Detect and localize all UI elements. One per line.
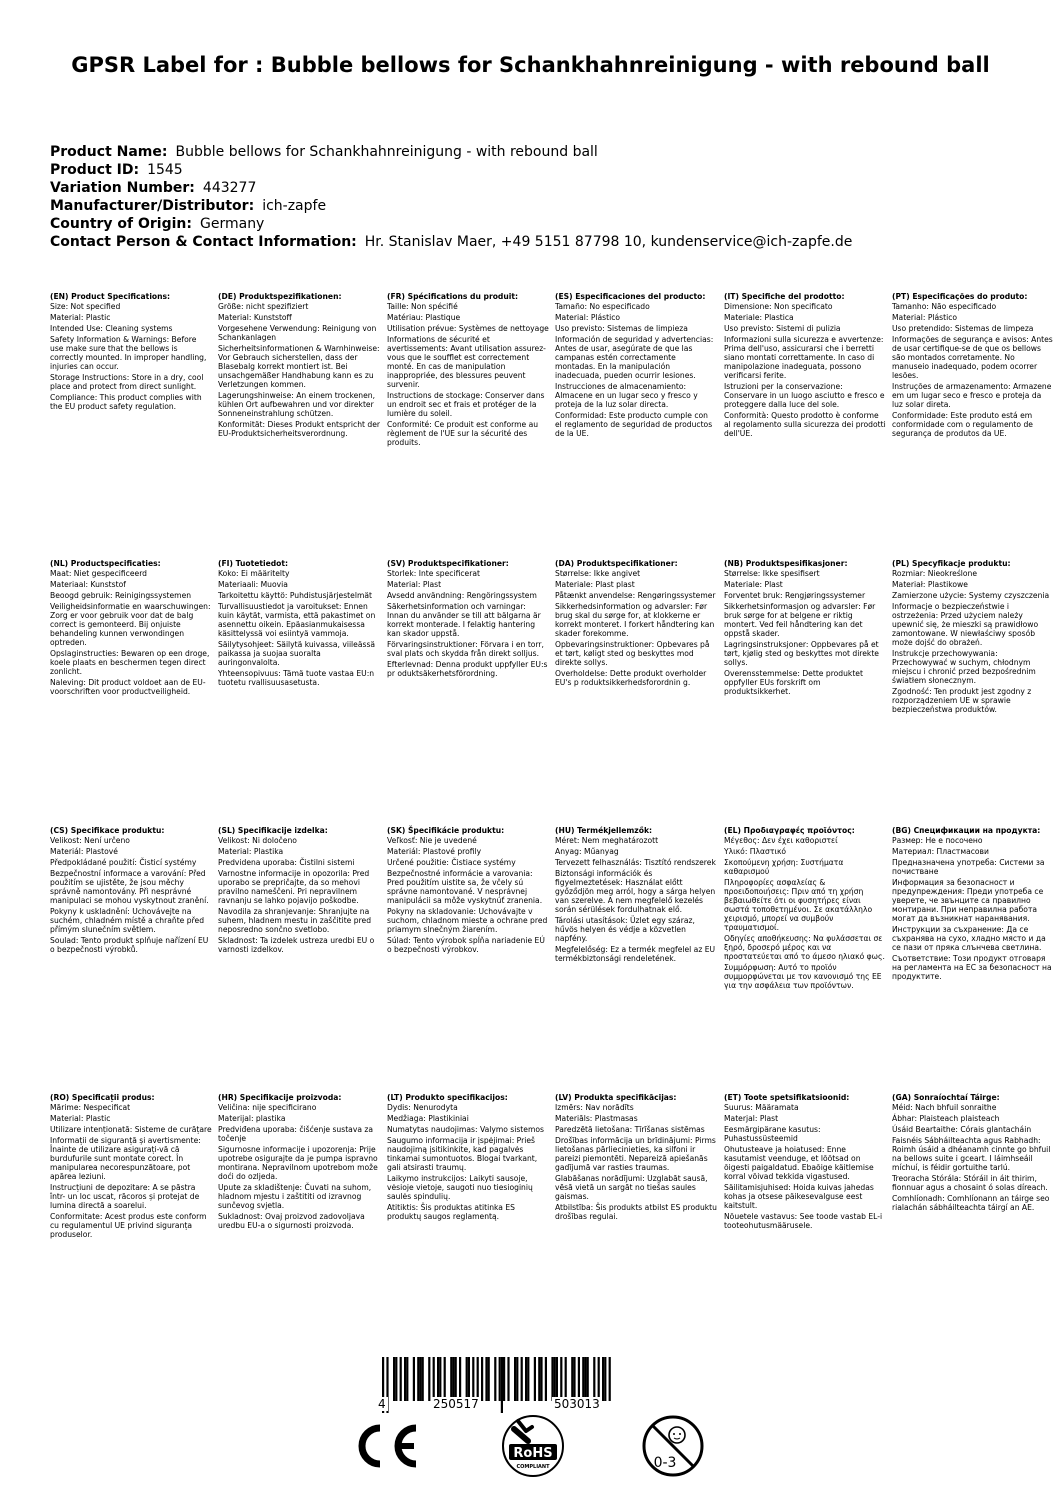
spec-line: Faisnéis Sábháilteachta agus Rabhadh: Roimh úsáid a dhéanamh cinnte go bhfuil na bellows suite i gceart. I láimhseáil míchuí, is féidir gortuithe tarlú. xyxy=(892,1136,1051,1172)
spec-line: Storage Instructions: Store in a dry, cool place and protect from direct sunlight. xyxy=(50,373,204,391)
spec-line: Informații de siguranță și avertismente: Înainte de utilizare asigurați-vă că burdufurile sunt montate corect. În manipularea necorespunzătoare, pot apărea leziuni. xyxy=(50,1136,201,1181)
barcode-bar xyxy=(477,1357,479,1401)
spec-line: Atitiktis: Šis produktas atitinka ES produktų saugos reglamentą. xyxy=(387,1203,515,1221)
spec-line: Lagringsinstruksjoner: Oppbevares på et tørt, kjølig sted og beskyttes mot direkte sollys. xyxy=(724,640,879,667)
spec-line: Opbevaringsinstruktioner: Opbevares på et tørt, køligt sted og beskyttes mod direkte sollys. xyxy=(555,640,710,667)
spec-line: Skladnost: Ta izdelek ustreza uredbi EU o varnosti izdelkov. xyxy=(218,936,375,954)
info-label: Manufacturer/Distributor: xyxy=(50,198,255,214)
spec-line: Größe: nicht spezifiziert xyxy=(218,302,309,311)
spec-line: Utilizare intenționată: Sisteme de curățare xyxy=(50,1125,212,1134)
spec-line: Tarkoitettu käyttö: Puhdistusjärjestelmät xyxy=(218,591,372,600)
spec-line: Eesmärgipärane kasutus: Puhastussüsteemid xyxy=(724,1125,821,1143)
spec-block xyxy=(218,1093,380,1232)
info-value: Germany xyxy=(200,216,265,232)
spec-line: Material: Plast xyxy=(387,580,442,589)
spec-line: Veiligheidsinformatie en waarschuwingen: Zorg er voor gebruik voor dat de balg correct is gemonteerd. Bij onjuiste behandeling kunnen verwondingen optreden. xyxy=(50,602,211,647)
spec-line: Predvidena uporaba: Čistilni sistemi xyxy=(218,858,355,867)
barcode-bar xyxy=(433,1357,435,1401)
info-value: Hr. Stanislav Maer, +49 5151 87798 10, kundenservice@ich-zapfe.de xyxy=(364,234,853,250)
barcode-bar xyxy=(393,1357,395,1401)
rohs-subtext: COMPLIANT xyxy=(516,1464,550,1470)
spec-heading: (EL) Προδιαγραφές προϊόντος: xyxy=(724,826,855,835)
spec-line: Určené použitie: Čistiace systémy xyxy=(387,858,516,867)
barcode-bar xyxy=(534,1357,536,1401)
spec-line: Veličina: nije specificirano xyxy=(218,1103,317,1112)
barcode-bar xyxy=(499,1357,501,1401)
spec-heading: (DE) Produktspezifikationen: xyxy=(218,292,342,301)
spec-line: Pokyny k uskladnění: Uchovávejte na suchém, chladném místě a chraňte před přímým slunečním světlem. xyxy=(50,907,205,934)
barcode-bar xyxy=(507,1357,509,1401)
barcode-bar xyxy=(428,1357,430,1401)
info-product-name xyxy=(50,143,1010,161)
barcode-bar xyxy=(395,1357,397,1401)
barcode-bar xyxy=(450,1357,452,1401)
spec-line: Sikkerhedsinformation og advarsler: Før brug skal du sørge for, at klokkerne er korrekt monteret. I forkert håndtering kan skader forekomme. xyxy=(555,602,715,638)
spec-line: Materiál: Plastové profily xyxy=(387,847,482,856)
spec-line: Förvaringsinstruktioner: Förvara i en torr, sval plats och skydda från direkt solljus. xyxy=(387,640,544,658)
spec-line: Velikost: Není určeno xyxy=(50,836,130,845)
spec-block xyxy=(387,559,549,680)
spec-line: Conformidad: Este producto cumple con el reglamento de seguridad de productos de la UE. xyxy=(555,411,713,438)
spec-line: Material: Plastika xyxy=(218,847,284,856)
spec-line: Størrelse: Ikke spesifisert xyxy=(724,569,820,578)
spec-line: Súlad: Tento výrobok spĺňa nariadenie EÚ o bezpečnosti výrobkov. xyxy=(387,936,545,954)
spec-line: Veľkosť: Nie je uvedené xyxy=(387,836,477,845)
barcode-bar xyxy=(472,1357,474,1401)
barcode-bar xyxy=(598,1357,600,1401)
spec-line: Instrukcje przechowywania: Przechowywać w suchym, chłodnym miejscu i chronić przed bezpośrednim światłem słonecznym. xyxy=(892,649,1036,685)
spec-line: Rozmiar: Nieokreślone xyxy=(892,569,978,578)
spec-line: Σκοπούμενη χρήση: Συστήματα καθαρισμού xyxy=(724,858,844,876)
spec-line: Materiaali: Muovia xyxy=(218,580,288,589)
spec-line: Tárolási utasítások: Üzlet egy száraz, hűvös helyen és védje a közvetlen napfény. xyxy=(555,916,695,943)
spec-line: Uso previsto: Sistemas de limpieza xyxy=(555,324,688,333)
spec-line: Koko: Ei määritelty xyxy=(218,569,290,578)
spec-line: Størrelse: Ikke angivet xyxy=(555,569,641,578)
spec-heading: (FI) Tuotetiedot: xyxy=(218,559,289,568)
barcode-bar xyxy=(516,1357,518,1401)
info-value: 1545 xyxy=(147,162,183,178)
info-value: ich-zapfe xyxy=(262,198,327,214)
spec-line: Numatytas naudojimas: Valymo sistemos xyxy=(387,1125,544,1134)
spec-heading: (BG) Спецификации на продукта: xyxy=(892,826,1041,835)
info-label: Country of Origin: xyxy=(50,216,192,232)
spec-line: Materijal: plastika xyxy=(218,1114,286,1123)
spec-line: Varnostne informacije in opozorila: Pred uporabo se prepričajte, da so mehovi pravilno nameščeni. Pri nepravilnem ravnanju se lahko pojavijo poškodbe. xyxy=(218,869,370,905)
spec-line: Информация за безопасност и предупреждения: Преди употреба се уверете, че звънците са правилно монтирани. При неправилна работа могат да възникнат наранявания. xyxy=(892,878,1044,923)
spec-line: Sukladnost: Ovaj proizvod zadovoljava uredbu EU-a o sigurnosti proizvoda. xyxy=(218,1212,365,1230)
spec-line: Materjal: Plast xyxy=(724,1114,779,1123)
spec-block xyxy=(892,559,1054,716)
barcode-bar xyxy=(501,1357,503,1413)
spec-line: Informazioni sulla sicurezza e avvertenze: Prima dell'uso, assicurarsi che i berretti siano montati correttamente. In caso di manipolazione inadeguata, possono verificarsi ferite. xyxy=(724,335,884,380)
spec-block xyxy=(218,292,380,440)
barcode-bar xyxy=(404,1357,406,1401)
spec-block xyxy=(555,826,717,965)
spec-block xyxy=(555,559,717,689)
barcode-bar xyxy=(578,1357,580,1401)
spec-block xyxy=(387,826,549,956)
spec-line: Informations de sécurité et avertissements: Avant utilisation assurez-vous que le soufflet est correctement monté. En cas de manipulation inappropriée, des blessures peuvent survenir. xyxy=(387,335,546,389)
spec-line: Size: Not specified xyxy=(50,302,121,311)
spec-line: Saugumo informacija ir įspėjimai: Prieš naudojimą įsitikinkite, kad pagalvės tinkamai sumontuotos. Blogai tvarkant, gali atsirasti traumų. xyxy=(387,1136,538,1172)
spec-line: Materiale: Plastica xyxy=(724,313,794,322)
spec-line: Turvallisuustiedot ja varoitukset: Ennen kuin käytät, varmista, että pakastimet on asennettu oikein. Epäasianmukaisessa käsittelyssä voi esiintyä vammoja. xyxy=(218,602,376,638)
info-product-id xyxy=(50,161,1010,179)
spec-block xyxy=(50,292,212,413)
barcode-bar xyxy=(584,1357,586,1401)
spec-line: Инструкции за съхранение: Да се съхранява на сухо, хладно място и да се пази от пряка слънчева светлина. xyxy=(892,925,1046,952)
barcode-bar xyxy=(503,1357,505,1401)
spec-line: Materiał: Plastikowe xyxy=(892,580,968,589)
spec-line: Uso pretendido: Sistemas de limpeza xyxy=(892,324,1034,333)
spec-line: Paredzētā lietošana: Tīrīšanas sistēmas xyxy=(555,1125,705,1134)
barcode-bar xyxy=(609,1357,611,1401)
spec-line: Συμμόρφωση: Αυτό το προϊόν συμμορφώνεται με τον κανονισμό της ΕΕ για την ασφάλεια των προϊόντων. xyxy=(724,963,882,990)
spec-line: Instructions de stockage: Conserver dans un endroit sec et frais et protéger de la lumière du soleil. xyxy=(387,391,545,418)
spec-line: Conformità: Questo prodotto è conforme al regolamento sulla sicurezza dei prodotti dell'UE. xyxy=(724,411,886,438)
barcode-bar xyxy=(455,1357,457,1401)
spec-line: Compliance: This product complies with the EU product safety regulation. xyxy=(50,393,202,411)
spec-line: Zamierzone użycie: Systemy czyszczenia xyxy=(892,591,1050,600)
barcode-bar xyxy=(573,1357,575,1401)
spec-line: Materiale: Plast plast xyxy=(555,580,635,589)
spec-heading: (PT) Especificações do produto: xyxy=(892,292,1028,301)
spec-line: Intended Use: Cleaning systems xyxy=(50,324,173,333)
spec-line: Υλικό: Πλαστικό xyxy=(724,847,787,856)
spec-line: Úsáid Beartaithe: Córais glantacháin xyxy=(892,1125,1032,1134)
spec-line: Materiaal: Kunststof xyxy=(50,580,126,589)
spec-block xyxy=(555,1093,717,1223)
barcode-bar xyxy=(452,1357,454,1401)
info-value: 443277 xyxy=(202,180,257,196)
spec-line: Материал: Пластмасови xyxy=(892,847,989,856)
spec-block xyxy=(892,826,1054,983)
spec-heading: (ET) Toote spetsifikatsioonid: xyxy=(724,1093,850,1102)
barcode-bar xyxy=(538,1357,540,1401)
spec-line: Treoracha Stórála: Stóráil in áit thirim, fionnuar agus a chosaint ó solas díreach. xyxy=(892,1174,1048,1192)
barcode-bar xyxy=(545,1357,547,1401)
spec-line: Instrucțiuni de depozitare: A se păstra într- un loc uscat, răcoros și protejat de lumina directă a soarelui. xyxy=(50,1183,200,1210)
barcode-bar xyxy=(554,1357,556,1401)
spec-line: Avsedd användning: Rengöringssystem xyxy=(387,591,537,600)
spec-line: Opslaginstructies: Bewaren op een droge, koele plaats en beschermen tegen direct zonlicht. xyxy=(50,649,210,676)
spec-line: Overensstemmelse: Dette produktet oppfyller EUs forskrift om produktsikkerhet. xyxy=(724,669,863,696)
barcode-bar xyxy=(556,1357,558,1401)
spec-line: Säilytysohjeet: Säilytä kuivassa, viileässä paikassa ja suojaa suoralta auringonvalolta. xyxy=(218,640,376,667)
spec-line: Biztonsági információk és figyelmeztetések: Használat előtt győződjön meg arról, hogy a sárga helyen van szerelve. A nem megfelelő kezelés során sérülések fordulhatnak elő. xyxy=(555,869,716,914)
spec-block xyxy=(387,292,549,449)
spec-line: Upute za skladištenje: Čuvati na suhom, hladnom mjestu i zaštititi od izravnog sunčevog svjetla. xyxy=(218,1183,372,1210)
spec-line: Safety Information & Warnings: Before use make sure that the bellows is correctly mounted. In improper handling, injuries can occur. xyxy=(50,335,207,371)
spec-line: Naleving: Dit product voldoet aan de EU-voorschriften voor productveiligheid. xyxy=(50,678,206,696)
spec-line: Tervezett felhasználás: Tisztító rendszerek xyxy=(555,858,716,867)
spec-heading: (FR) Spécifications du produit: xyxy=(387,292,519,301)
spec-block xyxy=(50,826,212,956)
spec-line: Informações de segurança e avisos: Antes de usar certifique-se de que os bellows são montados corretamente. No manuseio inadequado, podem ocorrer lesões. xyxy=(892,335,1053,380)
spec-line: Izmērs: Nav norādīts xyxy=(555,1103,634,1112)
barcode-bar xyxy=(565,1357,567,1401)
spec-line: Conformité: Ce produit est conforme au règlement de l'UE sur la sécurité des produits. xyxy=(387,420,539,447)
spec-line: Comhlíonadh: Comhlíonann an táirge seo rialachán sábháilteachta táirgí an AE. xyxy=(892,1194,1050,1212)
spec-line: Säkerhetsinformation och varningar: Innan du använder se till att bälgarna är korrekt monterade. I felaktig hantering kan skador uppstå. xyxy=(387,602,541,638)
spec-line: Información de seguridad y advertencias: Antes de usar, asegúrate de que las campanas estén correctamente montadas. En la manipulación inadecuada, pueden ocurrir lesiones. xyxy=(555,335,714,380)
barcode-bar xyxy=(400,1357,402,1401)
spec-block xyxy=(724,1093,886,1232)
spec-line: Tamaño: No especificado xyxy=(555,302,650,311)
spec-line: Drošības informācija un brīdinājumi: Pirms lietošanas pārliecinieties, ka silfoni ir pareizi piemontēti. Nepareizā apiešanās gadījumā var rasties traumas. xyxy=(555,1136,716,1172)
info-label: Product Name: xyxy=(50,144,168,160)
spec-line: Ohutusteave ja hoiatused: Enne kasutamist veenduge, et lõõtsad on õigesti paigaldatud. Ebaõige käitlemise korral võivad tekkida vigastused. xyxy=(724,1145,874,1181)
barcode-bar xyxy=(417,1357,419,1401)
barcode-bar xyxy=(604,1357,606,1401)
spec-line: Οδηγίες αποθήκευσης: Να φυλάσσεται σε ξηρό, δροσερό μέρος και να προστατεύεται από το άμεσο ηλιακό φως. xyxy=(724,934,885,961)
barcode-bar xyxy=(560,1357,562,1401)
spec-heading: (EN) Product Specifications: xyxy=(50,292,171,301)
spec-heading: (NL) Productspecificaties: xyxy=(50,559,161,568)
spec-line: Laikymo instrukcijos: Laikyti sausoje, vėsioje vietoje, saugoti nuo tiesioginių saulės spindulių. xyxy=(387,1174,533,1201)
barcode-digits-right: 503013 xyxy=(554,1397,600,1411)
barcode-bar xyxy=(419,1357,421,1401)
spec-line: Beoogd gebruik: Reinigingssystemen xyxy=(50,591,192,600)
barcode-bar xyxy=(413,1357,415,1401)
barcode-bar xyxy=(481,1357,483,1401)
ce-mark-icon xyxy=(350,1418,422,1474)
barcode-bar xyxy=(444,1357,446,1401)
barcode-digits-left: 250517 xyxy=(433,1397,479,1411)
spec-heading: (RO) Specificații produs: xyxy=(50,1093,155,1102)
spec-line: Yhteensopivuus: Tämä tuote vastaa EU:n tuotetu rvallisuusasetusta. xyxy=(218,669,375,687)
spec-line: Anyag: Műanyag xyxy=(555,847,619,856)
spec-block xyxy=(892,1093,1054,1214)
info-value: Bubble bellows for Schankhahnreinigung - with rebound ball xyxy=(175,144,598,160)
spec-heading: (HR) Specifikacije proizvoda: xyxy=(218,1093,342,1102)
spec-line: Material: Plástico xyxy=(555,313,621,322)
spec-line: Instrucciones de almacenamiento: Almacene en un lugar seco y fresco y proteja de la luz solar directa. xyxy=(555,382,698,409)
info-label: Contact Person & Contact Information: xyxy=(50,234,357,250)
spec-heading: (GA) Sonraíochtaí Táirge: xyxy=(892,1093,1000,1102)
spec-block xyxy=(218,826,380,956)
spec-line: Uso previsto: Sistemi di pulizia xyxy=(724,324,841,333)
spec-line: Vorgesehene Verwendung: Reinigung von Schankanlagen xyxy=(218,324,377,342)
barcode-bar xyxy=(514,1357,516,1401)
spec-line: Dydis: Nenurodyta xyxy=(387,1103,458,1112)
spec-heading: (IT) Specifiche del prodotto: xyxy=(724,292,845,301)
spec-line: Glabāšanas norādījumi: Uzglabāt sausā, vēsā vietā un sargāt no tiešas saules gaismas. xyxy=(555,1174,708,1201)
spec-line: Megfelelőség: Ez a termék megfelel az EU termékbiztonsági rendeletének. xyxy=(555,945,716,963)
spec-line: Predviđena uporaba: čišćenje sustava za točenje xyxy=(218,1125,374,1143)
spec-heading: (DA) Produktspecifikationer: xyxy=(555,559,678,568)
spec-block xyxy=(555,292,717,440)
barcode-bar xyxy=(468,1357,470,1401)
barcode-bar xyxy=(406,1357,408,1401)
spec-line: Material: Kunststoff xyxy=(218,313,292,322)
spec-line: Bezpečnostní informace a varování: Před použitím se ujistěte, že jsou měchy správně namontovány. Při nesprávné manipulaci se mohou vyskytnout zranění. xyxy=(50,869,209,905)
spec-line: Méid: Nach bhfuil sonraithe xyxy=(892,1103,997,1112)
spec-line: Medžiaga: Plastikiniai xyxy=(387,1114,469,1123)
spec-line: Conformitate: Acest produs este conform cu regulamentul UE privind siguranța produselor. xyxy=(50,1212,207,1239)
barcode-bar xyxy=(602,1357,604,1401)
spec-line: Material: Plastic xyxy=(50,1114,111,1123)
spec-line: Istruzioni per la conservazione: Conservare in un luogo asciutto e fresco e proteggere dalla luce del sole. xyxy=(724,382,885,409)
spec-heading: (SV) Produktspecifikationer: xyxy=(387,559,509,568)
spec-line: Предназначена употреба: Системи за почистване xyxy=(892,858,1045,876)
spec-line: Konformität: Dieses Produkt entspricht der EU-Produktsicherheitsverordnung. xyxy=(218,420,381,438)
spec-line: Material: Plástico xyxy=(892,313,958,322)
spec-line: Påtænkt anvendelse: Rengøringssystemer xyxy=(555,591,716,600)
spec-block xyxy=(50,559,212,698)
spec-line: Nõuetele vastavus: See toode vastab EL-i tooteohutusmäärusele. xyxy=(724,1212,883,1230)
barcode-bar xyxy=(551,1357,553,1401)
spec-block xyxy=(218,559,380,689)
spec-block xyxy=(387,1093,549,1223)
spec-line: Storlek: Inte specificerat xyxy=(387,569,480,578)
spec-block xyxy=(724,292,886,440)
info-variation-number xyxy=(50,179,1010,197)
spec-line: Maat: Niet gespecificeerd xyxy=(50,569,147,578)
barcode-bar xyxy=(582,1357,584,1401)
spec-heading: (CS) Specifikace produktu: xyxy=(50,826,165,835)
spec-line: Instruções de armazenamento: Armazene em um lugar seco e fresco e proteja da luz solar direta. xyxy=(892,382,1052,409)
info-country xyxy=(50,215,1010,233)
barcode-bar xyxy=(593,1357,595,1401)
spec-line: Utilisation prévue: Systèmes de nettoyage xyxy=(387,324,549,333)
spec-line: Atbilstība: Šis produkts atbilst ES produktu drošības regulai. xyxy=(555,1203,717,1221)
spec-heading: (SK) Špecifikácie produktu: xyxy=(387,826,505,835)
spec-line: Matériau: Plastique xyxy=(387,313,461,322)
barcode-bar xyxy=(422,1357,424,1401)
spec-heading: (SL) Specifikacije izdelka: xyxy=(218,826,328,835)
spec-line: Forventet bruk: Rengjøringssystemer xyxy=(724,591,866,600)
spec-line: Mărime: Nespecificat xyxy=(50,1103,131,1112)
spec-heading: (HU) Termékjellemzők: xyxy=(555,826,653,835)
spec-block xyxy=(724,559,886,698)
spec-block xyxy=(724,826,886,992)
spec-line: Materiál: Plastové xyxy=(50,847,118,856)
spec-heading: (ES) Especificaciones del producto: xyxy=(555,292,706,301)
spec-line: Méret: Nem meghatározott xyxy=(555,836,659,845)
spec-line: Overholdelse: Dette produkt overholder EU's p roduktsikkerhedsforordnin g. xyxy=(555,669,707,687)
barcode-bar xyxy=(571,1357,573,1401)
barcode-bar xyxy=(459,1357,461,1401)
spec-line: Materiale: Plast xyxy=(724,580,783,589)
rohs-text: RoHS xyxy=(513,1446,553,1461)
info-contact xyxy=(50,233,1010,251)
barcode-bar xyxy=(494,1357,496,1401)
spec-line: Taille: Non spécifié xyxy=(387,302,458,311)
spec-line: Съответствие: Този продукт отговаря на регламента на ЕС за безопасност на продуктите. xyxy=(892,954,1052,981)
spec-line: Informacje o bezpieczeństwie i ostrzeżenia: Przed użyciem należy upewnić się, że mieszki są prawidłowo zamontowane. W niewłaściwy sposób może dojść do obrażeń. xyxy=(892,602,1039,647)
spec-line: Efterlevnad: Denna produkt uppfyller EU:s pr oduktsäkerhetsförordning. xyxy=(387,660,548,678)
barcode-bar xyxy=(466,1357,468,1401)
spec-line: Πληροφορίες ασφαλείας & προειδοποιήσεις: Πριν από τη χρήση βεβαιωθείτε ότι οι φυσητήρες είναι σωστά τοποθετημένοι. Σε ακατάλληλο χειρισμό, μπορεί να συμβούν τραυματισμοί. xyxy=(724,878,873,932)
spec-line: Předpokládané použití: Čisticí systémy xyxy=(50,858,197,867)
spec-line: Velikost: Ni določeno xyxy=(218,836,297,845)
page-title: GPSR Label for : Bubble bellows for Schankhahnreinigung - with rebound ball xyxy=(71,53,990,77)
barcode-bar xyxy=(587,1357,589,1401)
age-text: 0-3 xyxy=(653,1455,677,1471)
spec-heading: (PL) Specyfikacje produktu: xyxy=(892,559,1011,568)
spec-block xyxy=(892,292,1054,440)
barcode-digit-prefix: 4 xyxy=(378,1397,386,1411)
barcode-bar xyxy=(485,1357,487,1401)
spec-block xyxy=(50,1093,212,1241)
spec-line: Materiāls: Plastmasas xyxy=(555,1114,638,1123)
info-label: Variation Number: xyxy=(50,180,195,196)
rohs-compliant-icon xyxy=(500,1413,566,1479)
spec-heading: (NB) Produktspesifikasjoner: xyxy=(724,559,848,568)
spec-line: Navodila za shranjevanje: Shranjujte na suhem, hladnem mestu in zaščitite pred neposredno sončno svetlobo. xyxy=(218,907,372,934)
spec-line: Material: Plastic xyxy=(50,313,111,322)
spec-line: Размер: Не е посочено xyxy=(892,836,983,845)
barcode-bar xyxy=(439,1357,441,1401)
barcode-bar xyxy=(527,1357,529,1401)
product-info xyxy=(50,143,1010,251)
spec-line: Säilitamisjuhised: Hoida kuivas jahedas kohas ja otsese päikesevalguse eest kaitstult. xyxy=(724,1183,874,1210)
spec-heading: (LV) Produkta specifikācijas: xyxy=(555,1093,677,1102)
spec-line: Ábhar: Plaisteach plaisteach xyxy=(892,1114,1000,1123)
spec-line: Lagerungshinweise: An einem trockenen, kühlen Ort aufbewahren und vor direkter Sonneneinstrahlung schützen. xyxy=(218,391,375,418)
age-warning-icon xyxy=(640,1413,706,1479)
spec-line: Zgodność: Ten produkt jest zgodny z rozporządzeniem UE w sprawie bezpieczeństwa produktów. xyxy=(892,687,1032,714)
barcode-bar xyxy=(488,1357,490,1401)
spec-line: Conformidade: Este produto está em conformidade com o regulamento de segurança de produtos da UE. xyxy=(892,411,1033,438)
info-manufacturer xyxy=(50,197,1010,215)
barcode-bar xyxy=(437,1357,439,1401)
spec-heading: (LT) Produkto specifikacijos: xyxy=(387,1093,508,1102)
spec-line: Sicherheitsinformationen & Warnhinweise: Vor Gebrauch sicherstellen, dass der Blasebalg korrekt montiert ist. Bei unsachgemäßer Handhabung kann es zu Verletzungen kommen. xyxy=(218,344,380,389)
spec-line: Sigurnosne informacije i upozorenja: Prije upotrebe osigurajte da je pumpa ispravno montirana. Nepravilnom upotrebom može doći do ozljeda. xyxy=(218,1145,378,1181)
spec-line: Soulad: Tento produkt splňuje nařízení EU o bezpečnosti výrobků. xyxy=(50,936,209,954)
barcode-bar xyxy=(521,1357,523,1401)
spec-line: Μέγεθος: Δεν έχει καθοριστεί xyxy=(724,836,838,845)
spec-line: Sikkerhetsinformasjon og advarsler: Før bruk sørge for at belgene er riktig montert. Ved feil håndtering kan det oppstå skader. xyxy=(724,602,876,638)
barcode-bar xyxy=(525,1357,527,1401)
spec-line: Pokyny na skladovanie: Uchovávajte v suchom, chladnom mieste a ochrane pred priamym slnečným žiarením. xyxy=(387,907,548,934)
info-label: Product ID: xyxy=(50,162,140,178)
spec-line: Tamanho: Não especificado xyxy=(892,302,997,311)
barcode-bar xyxy=(540,1357,542,1401)
spec-line: Bezpečnostné informácie a varovania: Pred použitím uistite sa, že včely sú správne namontované. V nesprávnej manipulácii sa môže vyskytnúť zranenia. xyxy=(387,869,543,905)
spec-line: Suurus: Määramata xyxy=(724,1103,799,1112)
spec-line: Dimensione: Non specificato xyxy=(724,302,833,311)
